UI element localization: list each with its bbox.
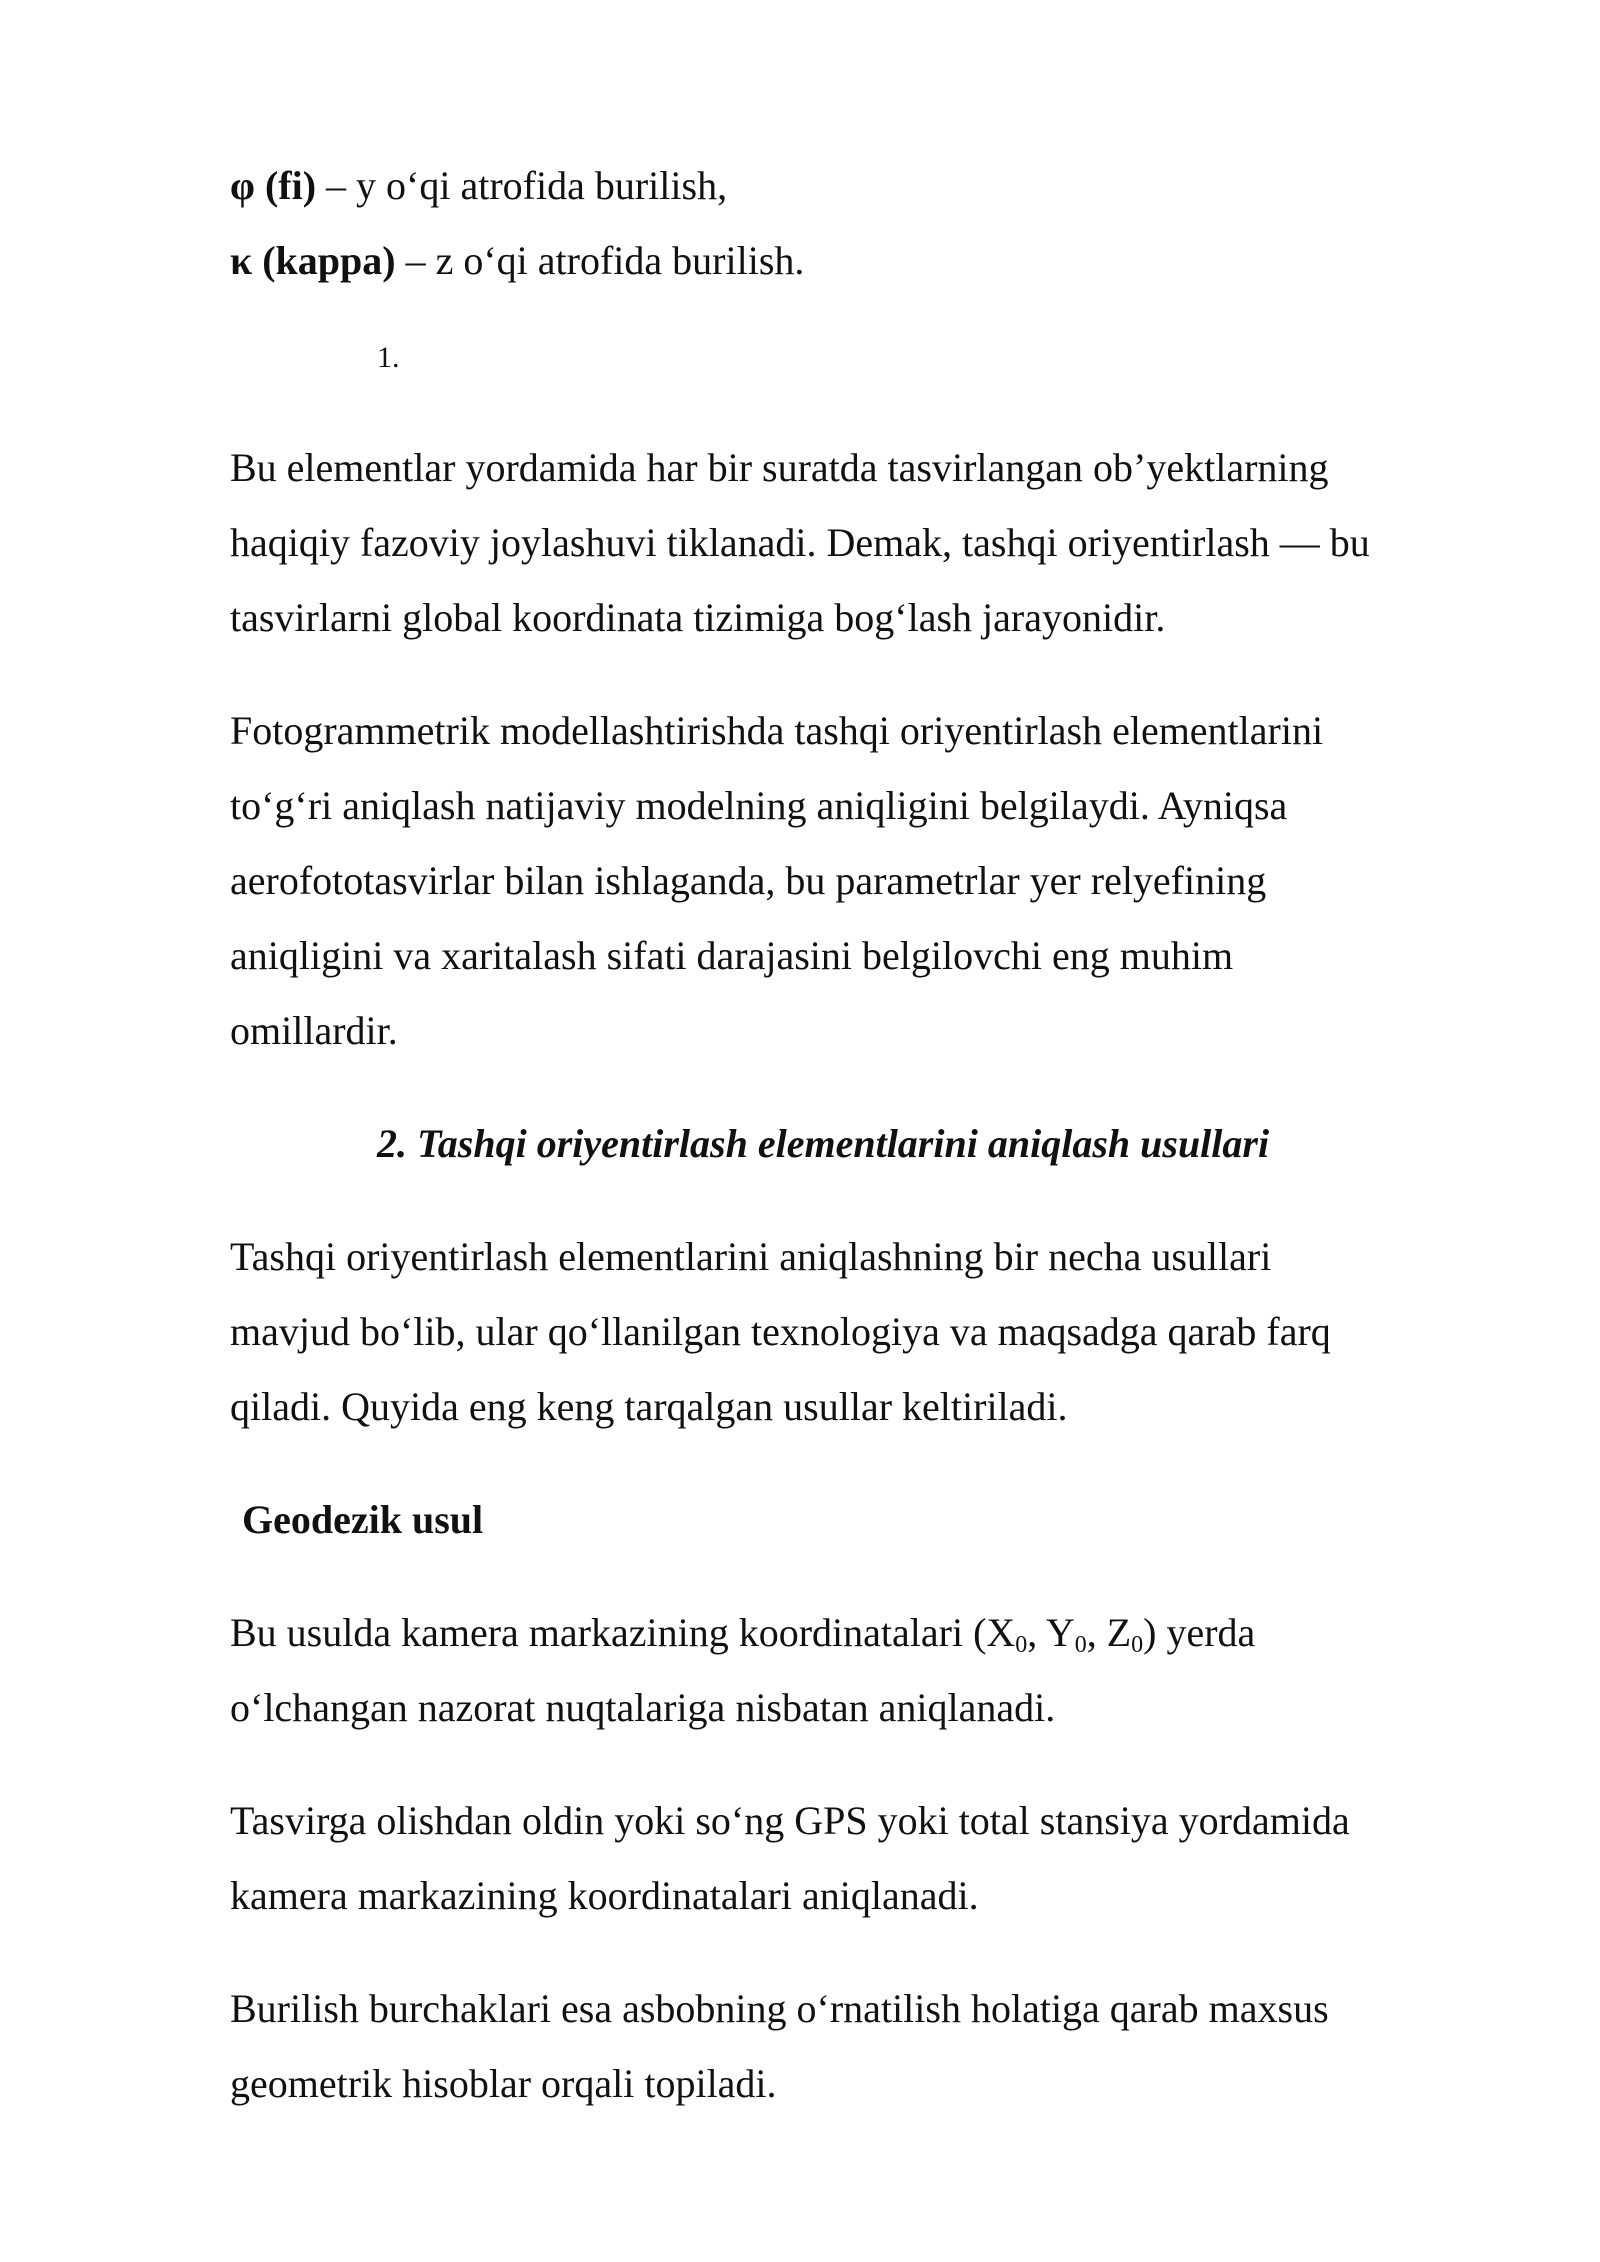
paragraph-line: Bu elementlar yordamida har bir suratda tasvirlangan ob’yektlarning	[230, 445, 1329, 490]
definition-text: – y o‘qi atrofida burilish,	[316, 163, 728, 208]
paragraph-line: Fotogrammetrik modellashtirishda tashqi oriyentirlash elementlarini	[230, 708, 1324, 753]
list-number: 1.	[377, 341, 400, 374]
paragraph-line: to‘g‘ri aniqlash natijaviy modelning aniqligini belgilaydi. Ayniqsa	[230, 783, 1288, 828]
paragraph-line: aniqligini va xaritalash sifati darajasini belgilovchi eng muhim	[230, 933, 1234, 978]
paragraph	[230, 1595, 1470, 1745]
paragraph-line: mavjud bo‘lib, ular qo‘llanilgan texnologiya va maqsadga qarab farq	[230, 1309, 1331, 1354]
paragraph-line: geometrik hisoblar orqali topiladi.	[230, 2061, 777, 2106]
paragraph-line: tasvirlarni global koordinata tizimiga bog‘lash jarayonidir.	[230, 595, 1166, 640]
text-run: , Y	[1027, 1610, 1075, 1655]
paragraph	[230, 1971, 1470, 2121]
text-run: ) yerda	[1143, 1610, 1256, 1655]
paragraph-line: kamera markazining koordinatalari aniqlanadi.	[230, 1873, 979, 1918]
definition-phi	[230, 148, 1470, 223]
paragraph	[230, 1219, 1470, 1444]
paragraph-line: Tasvirga olishdan oldin yoki so‘ng GPS yoki total stansiya yordamida	[230, 1798, 1350, 1843]
paragraph-line: o‘lchangan nazorat nuqtalariga nisbatan aniqlanadi.	[230, 1685, 1056, 1730]
paragraph-line	[230, 1595, 1470, 1670]
text-run: Bu usulda kamera markazining koordinatalari (X	[230, 1610, 1016, 1655]
text-run: , Z	[1086, 1610, 1132, 1655]
definition-symbol: φ (fi)	[230, 163, 317, 208]
paragraph	[230, 693, 1470, 1068]
paragraph	[230, 1783, 1470, 1933]
paragraph-line: Tashqi oriyentirlash elementlarini aniqlashning bir necha usullari	[230, 1234, 1272, 1279]
subscript: 0	[1131, 1632, 1144, 1658]
definition-kappa	[230, 223, 1470, 298]
subscript: 0	[1015, 1632, 1028, 1658]
paragraph-line: Burilish burchaklari esa asbobning o‘rnatilish holatiga qarab maxsus	[230, 1986, 1329, 2031]
paragraph-line: aerofototasvirlar bilan ishlaganda, bu parametrlar yer relyefining	[230, 858, 1267, 903]
paragraph-line: qiladi. Quyida eng keng tarqalgan usullar keltiriladi.	[230, 1384, 1068, 1429]
section-heading: 2. Tashqi oriyentirlash elementlarini aniqlash usullari	[377, 1121, 1270, 1166]
definition-symbol: κ (kappa)	[230, 238, 396, 283]
subscript: 0	[1074, 1632, 1087, 1658]
paragraph	[230, 430, 1470, 655]
subheading: Geodezik usul	[242, 1497, 484, 1542]
definition-text: – z o‘qi atrofida burilish.	[395, 238, 805, 283]
paragraph-line: haqiqiy fazoviy joylashuvi tiklanadi. Demak, tashqi oriyentirlash — bu	[230, 520, 1370, 565]
paragraph-line: omillardir.	[230, 1008, 398, 1053]
document-page	[230, 148, 1470, 2159]
